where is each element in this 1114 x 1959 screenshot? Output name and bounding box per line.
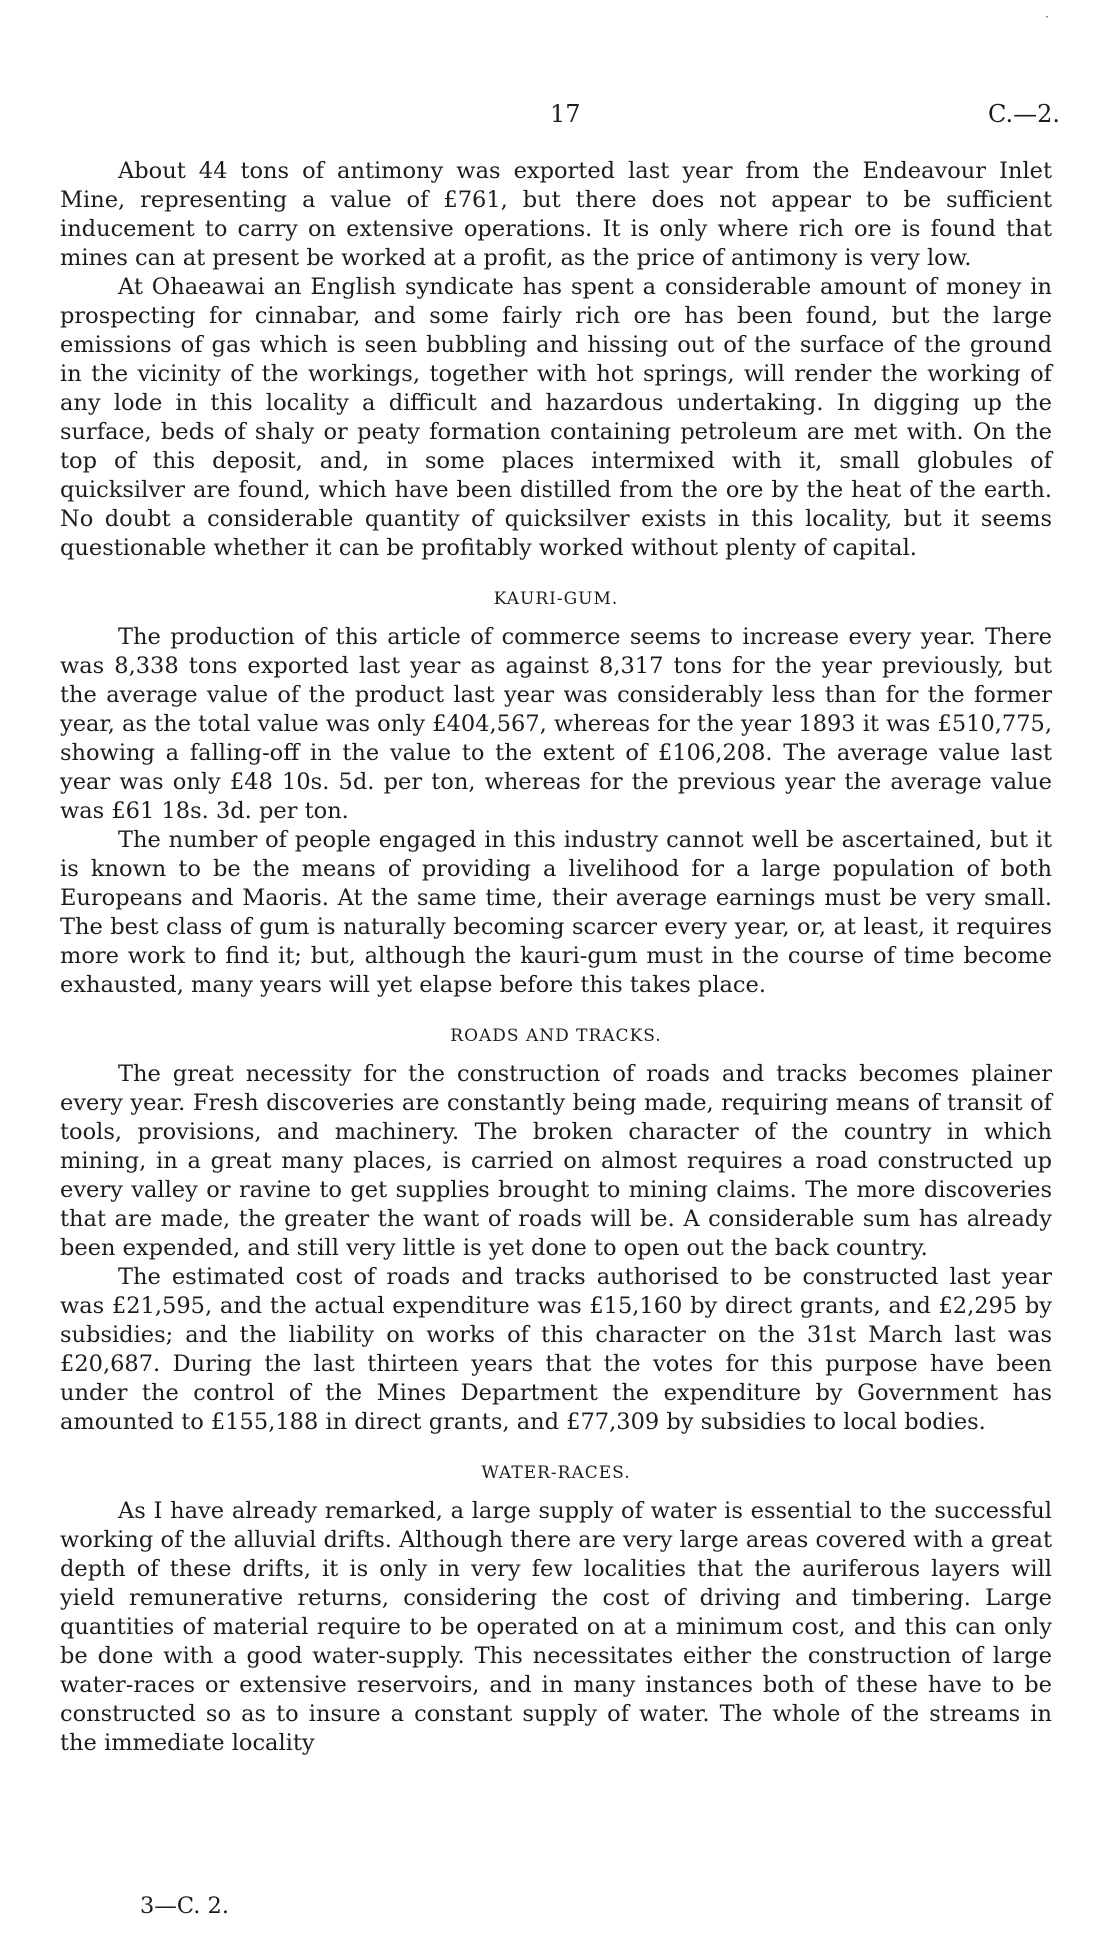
heading-kauri-gum: KAURI-GUM. (493, 589, 619, 609)
page-header (60, 100, 1060, 140)
paragraph-kauri-people: The number of people engaged in this industry cannot well be ascertained, but it is known to be the means of providing a livelihood for a large population of both Europeans and Maoris. At the same time, their average earnings must be very small. The best class of gum is naturally becoming scarcer every year, or, at least, it requires more work to find it; but, although the kauri-gum must in the course of time become exhausted, many years will yet elapse before this takes place. (60, 827, 1052, 998)
paragraph-antimony: About 44 tons of antimony was exported last year from the Endeavour Inlet Mine, representing a value of £761, but there does not appear to be sufficient inducement to carry on extensive operations. It is only where rich ore is found that mines can at present be worked at a profit, as the price of antimony is very low. (60, 158, 1052, 271)
signature-reference: 3—C. 2. (140, 1893, 230, 1919)
document-body (60, 157, 1052, 1758)
document-reference: C.—2. (987, 100, 1060, 128)
paragraph-water-supply: As I have already remarked, a large supply of water is essential to the successful working of the alluvial drifts. Although there are very large areas covered with a great depth of these drifts, it is only in very few localities that the auriferous layers will yield remunerative returns, considering the cost of driving and timbering. Large quantities of material require to be operated on at a minimum cost, and this can only be done with a good water-supply. This necessitates either the construction of large water-races or extensive reservoirs, and in many instances both of these have to be constructed so as to insure a constant supply of water. The whole of the streams in the immediate locality (60, 1498, 1052, 1756)
page-speck: · (1045, 10, 1049, 24)
page-number: 17 (550, 100, 581, 128)
heading-roads-and-tracks: ROADS AND TRACKS. (450, 1026, 662, 1046)
paragraph-roads-cost: The estimated cost of roads and tracks authorised to be constructed last year was £21,595, and the actual expenditure was £15,160 by direct grants, and £2,295 by subsidies; and the liability on works of this character on the 31st March last was £20,687. During the last thirteen years that the votes for this purpose have been under the control of the Mines Department the expenditure by Government has amounted to £155,188 in direct grants, and £77,309 by subsidies to local bodies. (60, 1264, 1052, 1435)
paragraph-cinnabar: At Ohaeawai an English syndicate has spent a considerable amount of money in prospecting for cinnabar, and some fairly rich ore has been found, but the large emissions of gas which is seen bubbling and hissing out of the surface of the ground in the vicinity of the workings, together with hot springs, will render the working of any lode in this locality a difficult and hazardous undertaking. In digging up the surface, beds of shaly or peaty formation containing petroleum are met with. On the top of this deposit, and, in some places intermixed with it, small globules of quicksilver are found, which have been distilled from the ore by the heat of the earth. No doubt a considerable quantity of quicksilver exists in this locality, but it seems questionable whether it can be profitably worked without plenty of capital. (60, 274, 1052, 561)
paragraph-roads-necessity: The great necessity for the construction of roads and tracks becomes plainer every year. Fresh discoveries are constantly being made, requiring means of transit of tools, provisions, and machinery. The broken character of the country in which mining, in a great many places, is carried on almost requires a road constructed up every valley or ravine to get supplies brought to mining claims. The more discoveries that are made, the greater the want of roads will be. A considerable sum has already been expended, and still very little is yet done to open out the back country. (60, 1061, 1052, 1261)
heading-water-races: WATER-RACES. (481, 1463, 631, 1483)
paragraph-kauri-production: The production of this article of commerce seems to increase every year. There was 8,338 tons exported last year as against 8,317 tons for the year previously, but the average value of the product last year was considerably less than for the former year, as the total value was only £404,567, whereas for the year 1893 it was £510,775, showing a falling-off in the value to the extent of £106,208. The average value last year was only £48 10s. 5d. per ton, whereas for the previous year the average value was £61 18s. 3d. per ton. (60, 624, 1053, 824)
